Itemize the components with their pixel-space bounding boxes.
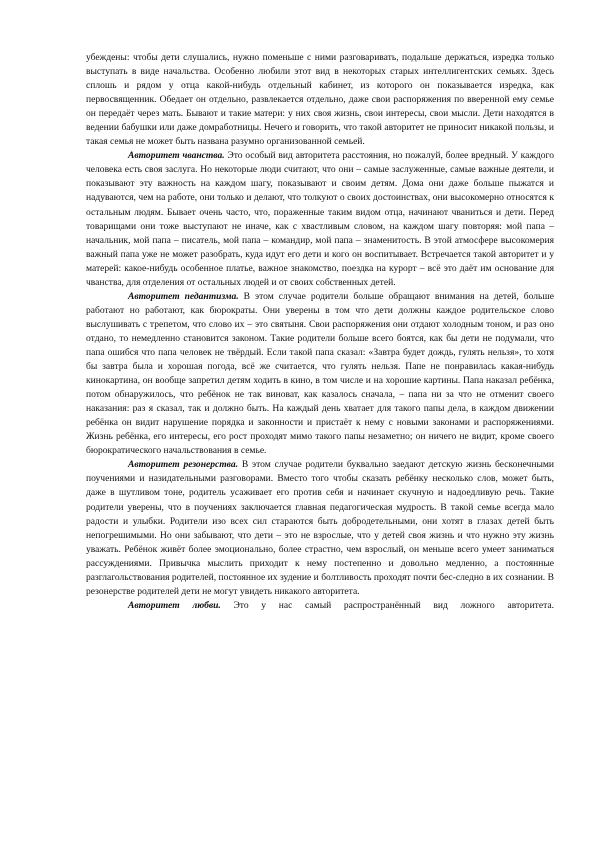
paragraph-term: Авторитет любви. xyxy=(128,599,221,611)
paragraph-text: Это у нас самый распространённый вид ложного авторитета. xyxy=(220,599,555,611)
paragraph-authority-pedantry xyxy=(86,290,554,459)
paragraph-text: Это особый вид авторитета расстояния, но пожалуй, более вредный. У каждого человека есть своя заслуга. Но некоторые люди считают, что они – самые заслуженные, самые важные деятели, и показывают эту важность на каждом шагу, показывают и своим детям. Дома они даже больше пыжатся и надуваются, чем на работе, они только и делают, что толкуют о своих достоинствах, они высокомерно относятся к остальным людям. Бывает очень часто, что, пораженные таким видом отца, начинают чваниться и дети. Перед товарищами они тоже выступают не иначе, как с хвастливым словом, на каждом шагу повторяя: мой папа – начальник, мой папа – писатель, мой папа – командир, мой папа – знаменитость. В этой атмосфере высокомерия важный папа уже не может разобрать, куда идут его дети и кого он воспитывает. Встречается такой авторитет и у матерей: какое-нибудь особенное платье, важное знакомство, поездка на курорт – всё это даёт им основание для чванства, для отделения от остальных людей и от своих собственных детей. xyxy=(86,150,554,288)
paragraph-term: Авторитет педантизма. xyxy=(128,290,239,302)
paragraph-authority-love xyxy=(86,599,554,613)
paragraph-term: Авторитет резонерства. xyxy=(128,459,239,471)
paragraph-text: убеждены: чтобы дети слушались, нужно поменьше с ними разговаривать, подальше держаться, изредка только выступать в виде начальства. Особенно любили этот вид в некоторых старых интеллигентских семьях. Здесь сплошь и рядом у отца какой-нибудь отдельный кабинет, из которого он показывается изредка, как первосвященник. Обедает он отдельно, развлекается отдельно, даже свои распоряжения по вверенной ему семье он передаёт через мать. Бывают и такие матери: у них своя жизнь, свои интересы, свои мысли. Дети находятся в ведении бабушки или даже домработницы. Нечего и говорить, что такой авторитет не приносит никакой пользы, и такая семья не может быть названа разумно организованной семьей. xyxy=(86,52,554,148)
paragraph-term: Авторитет чванства. xyxy=(128,150,225,162)
paragraph-text: В этом случае родители больше обращают внимания на детей, больше работают но работают, как бюрократы. Они уверены в том что дети должны каждое родительское слово выслушивать с трепетом, что слово их – это святыня. Свои распоряжения они отдают холодным тоном, и раз оно отдано, то немедленно становится законом. Такие родители больше всего боятся, как бы дети не подумали, что папа ошибся что папа человек не твёрдый. Если такой папа сказал: «Завтра будет дождь, гулять нельзя», то хотя бы завтра была и хорошая погода, всё же считается, что гулять нельзя. Папе не понравилась какая-нибудь кинокартина, он вообще запретил детям ходить в кино, в том числе и на хорошие картины. Папа наказал ребёнка, потом обнаружилось, что ребёнок не так виноват, как казалось сначала, – папа ни за что не отменит своего наказания: раз я сказал, так и должно быть. На каждый день хватает для такого папы дела, в каждом движении ребёнка он видит нарушение порядка и законности и пристаёт к нему с новыми законами и распоряжениями. Жизнь ребёнка, его интересы, его рост проходят мимо такого папы незаметно; он ничего не видит, кроме своего бюрократического начальствования в семье. xyxy=(86,290,555,457)
paragraph-authority-distance-end xyxy=(86,51,554,149)
paragraph-text: В этом случае родители буквально заедают детскую жизнь бесконечными поучениями и назидательными разговорами. Вместо того чтобы сказать ребёнку несколько слов, может быть, даже в шутливом тоне, родитель усаживает его против себя и начинает скучную и надоедливую речь. Такие родители уверены, что в поучениях заключается главная педагогическая мудрость. В такой семье всегда мало радости и улыбки. Родители изо всех сил стараются быть добродетельными, они хотят в глазах детей быть непогрешимыми. Но они забывают, что дети – это не взрослые, что у детей своя жизнь и что нужно эту жизнь уважать. Ребёнок живёт более эмоционально, более страстно, чем взрослый, он меньше всего умеет заниматься рассуждениями. Привычка мыслить приходит к нему постепенно и довольно медленно, а постоянные разглагольствования родителей, постоянное их зудение и болтливость проходят почти бес-следно в их сознании. В резонерстве родителей дети не могут увидеть никакого авторитета. xyxy=(86,459,555,597)
paragraph-authority-arrogance xyxy=(86,149,554,289)
document-page xyxy=(86,51,554,613)
paragraph-authority-reasoning xyxy=(86,458,554,598)
